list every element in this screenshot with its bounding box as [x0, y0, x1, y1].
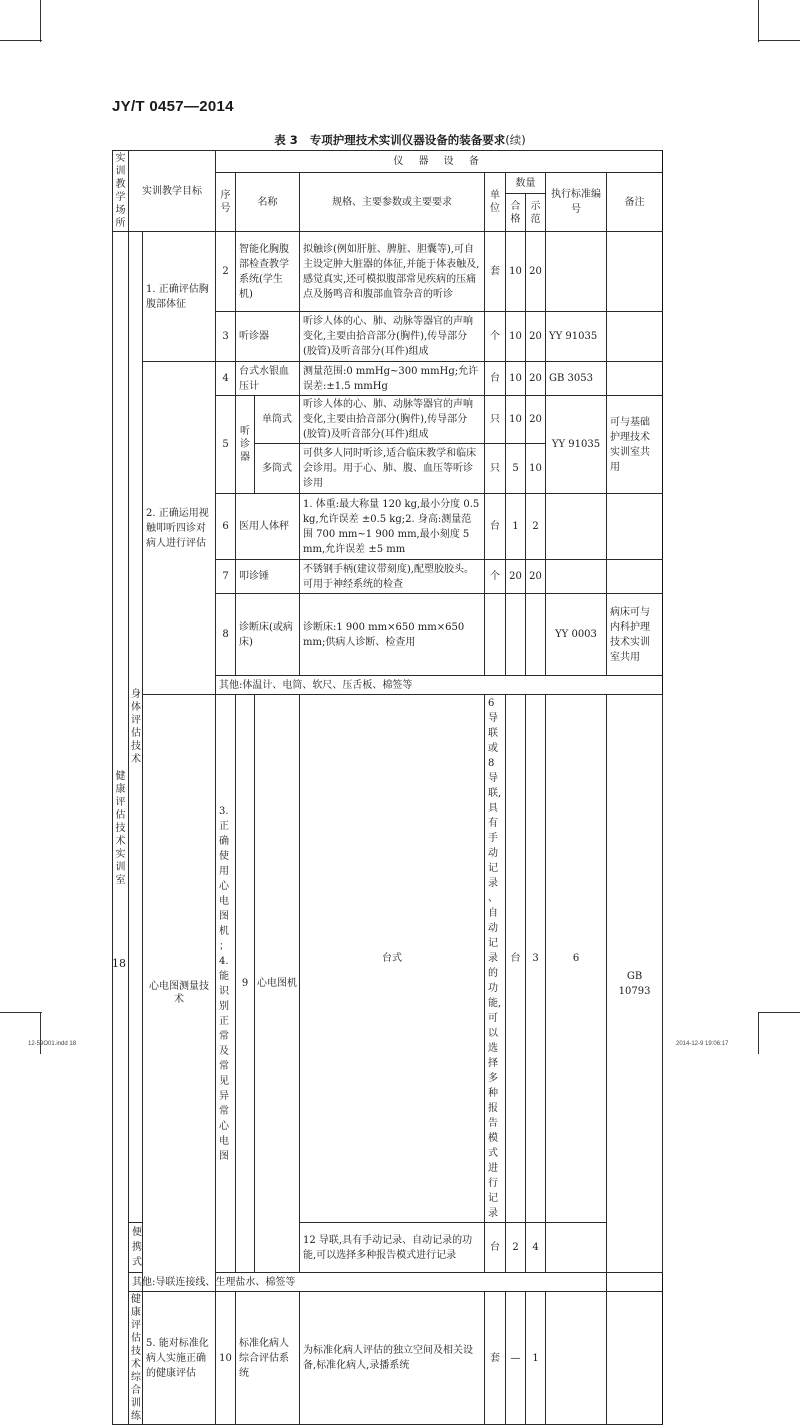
demo-cell: 20 — [526, 362, 546, 396]
seq-cell: 10 — [216, 1292, 236, 1425]
crop-mark — [0, 40, 42, 41]
name-cell: 听诊器 — [236, 312, 300, 362]
table-caption — [0, 132, 800, 148]
header-goal: 实训教学目标 — [129, 151, 216, 232]
standard-cell: YY 91035 — [546, 312, 607, 362]
crop-mark — [758, 1012, 759, 1054]
seq-cell: 2 — [216, 232, 236, 312]
seq-cell: 4 — [216, 362, 236, 396]
qualified-cell: 20 — [506, 560, 526, 594]
standard-cell — [546, 1292, 607, 1425]
seq-cell: 9 — [236, 695, 255, 1273]
unit-cell: 台 — [485, 1223, 506, 1273]
remark-cell: 病床可与内科护理技术实训室共用 — [607, 594, 663, 676]
place-main: 健康评估技术实训室 — [113, 232, 129, 1425]
crop-mark — [40, 0, 41, 42]
subname-cell: 台式 — [300, 695, 485, 1223]
unit-cell: 套 — [485, 1292, 506, 1425]
standard-cell: YY 0003 — [546, 594, 607, 676]
qualified-cell: — — [506, 1292, 526, 1425]
unit-cell: 台 — [485, 494, 506, 560]
unit-cell — [485, 594, 506, 676]
standard-cell — [546, 494, 607, 560]
standard-cell — [546, 560, 607, 594]
other-items: 其他:导联连接线、生理盐水、棉签等 — [129, 1273, 607, 1292]
spec-cell: 诊断床:1 900 mm×650 mm×650 mm;供病人诊断、检查用 — [300, 594, 485, 676]
caption-suffix: (续) — [505, 133, 526, 147]
unit-cell: 台 — [506, 695, 526, 1223]
goal-2: 2. 正确运用视触叩听四诊对病人进行评估 — [143, 362, 216, 695]
header-equipment: 仪 器 设 备 — [216, 151, 663, 173]
demo-cell: 10 — [526, 444, 546, 494]
name-cell: 台式水银血压计 — [236, 362, 300, 396]
print-slug-left: 12-59O01.indd 18 — [28, 1041, 77, 1047]
subname-cell: 多筒式 — [255, 444, 300, 494]
name-cell: 标准化病人综合评估系统 — [236, 1292, 300, 1425]
subname-cell: 便携式 — [129, 1223, 143, 1273]
caption-title: 专项护理技术实训仪器设备的装备要求 — [309, 133, 506, 147]
qualified-cell: 5 — [506, 444, 526, 494]
crop-mark — [758, 1012, 800, 1013]
spec-cell: 12 导联,具有手动记录、自动记录的功能,可以选择多种报告模式进行记录 — [300, 1223, 485, 1273]
seq-cell: 7 — [216, 560, 236, 594]
unit-cell: 台 — [485, 362, 506, 396]
unit-cell: 只 — [485, 396, 506, 444]
header-standard: 执行标准编号 — [546, 173, 607, 232]
subname-cell: 单筒式 — [255, 396, 300, 444]
qualified-cell: 2 — [506, 1223, 526, 1273]
demo-cell: 20 — [526, 232, 546, 312]
demo-cell — [526, 594, 546, 676]
header-remark: 备注 — [607, 173, 663, 232]
demo-cell: 2 — [526, 494, 546, 560]
qualified-cell: 1 — [506, 494, 526, 560]
seq-cell: 3 — [216, 312, 236, 362]
demo-cell: 4 — [526, 1223, 546, 1273]
qualified-cell: 10 — [506, 312, 526, 362]
spec-cell: 为标准化病人评估的独立空间及相关设备,标准化病人,录播系统 — [300, 1292, 485, 1425]
remark-cell — [607, 1292, 663, 1425]
qualified-cell: 10 — [506, 362, 526, 396]
standard-cell — [546, 232, 607, 312]
qualified-cell: 3 — [526, 695, 546, 1223]
name-cell: 诊断床(或病床) — [236, 594, 300, 676]
remark-cell — [607, 362, 663, 396]
standard-cell: GB 10793 — [607, 695, 663, 1273]
remark-cell: 可与基础护理技术实训室共用 — [607, 396, 663, 494]
goal-3-4: 3. 正确使用心电图机；4. 能识别正常及常见异常心电图 — [216, 695, 236, 1273]
header-spec: 规格、主要参数或主要要求 — [300, 173, 485, 232]
qualified-cell — [506, 594, 526, 676]
remark-cell — [607, 312, 663, 362]
sub-body: 身体评估技术 — [129, 232, 143, 1223]
spec-cell: 可供多人同时听诊,适合临床教学和临床会诊用。用于心、肺、腹、血压等听诊诊用 — [300, 444, 485, 494]
crop-mark — [758, 40, 800, 41]
sub-ecg: 心电图测量技术 — [143, 695, 216, 1292]
caption-label: 表 3 — [274, 133, 298, 147]
crop-mark — [40, 1012, 41, 1054]
name-cell: 叩诊锤 — [236, 560, 300, 594]
demo-cell: 1 — [526, 1292, 546, 1425]
spec-cell: 1. 体重:最大称量 120 kg,最小分度 0.5 kg,允许误差 ±0.5 kg;2. 身高:测量范围 700 mm~1 900 mm,最小刻度 5 mm,允许误差 ±5 mm — [300, 494, 485, 560]
spec-cell: 拟触诊(例如肝脏、脾脏、胆囊等),可自主设定肿大脏器的体征,并能于体表触及,感觉真实,还可模拟腹部常见疾病的压痛点及肠鸣音和腹部血管杂音的听诊 — [300, 232, 485, 312]
spec-cell: 6 导联或 8 导联,具有手动记录、自动记录的功能,可以选择多种报告模式进行记录 — [485, 695, 506, 1223]
seq-cell: 8 — [216, 594, 236, 676]
goal-5: 5. 能对标准化病人实施正确的健康评估 — [143, 1292, 216, 1425]
header-quantity: 数量 — [506, 173, 546, 194]
demo-cell: 20 — [526, 560, 546, 594]
header-seq: 序号 — [216, 173, 236, 232]
spec-cell: 听诊人体的心、肺、动脉等器官的声响变化,主要由拾音部分(胸件),传导部分(胶管)及听音部分(耳件)组成 — [300, 396, 485, 444]
spec-cell: 不锈钢手柄(建议带刻度),配塑胶胶头。可用于神经系统的检查 — [300, 560, 485, 594]
header-place: 实训教学场所 — [113, 151, 129, 232]
header-name: 名称 — [236, 173, 300, 232]
spec-cell: 测量范围:0 mmHg~300 mmHg;允许误差:±1.5 mmHg — [300, 362, 485, 396]
goal-1: 1. 正确评估胸腹部体征 — [143, 232, 216, 362]
remark-cell — [607, 494, 663, 560]
other-items: 其他:体温计、电筒、软尺、压舌板、棉签等 — [216, 676, 663, 695]
name-cell: 心电图机 — [255, 695, 300, 1273]
demo-cell: 20 — [526, 312, 546, 362]
qualified-cell: 10 — [506, 232, 526, 312]
demo-cell: 20 — [526, 396, 546, 444]
unit-cell: 个 — [485, 312, 506, 362]
remark-cell — [607, 232, 663, 312]
qualified-cell: 10 — [506, 396, 526, 444]
name-cell: 智能化胸腹部检查教学系统(学生机) — [236, 232, 300, 312]
spec-cell: 听诊人体的心、肺、动脉等器官的声响变化,主要由拾音部分(胸件),传导部分(胶管)及听音部分(耳件)组成 — [300, 312, 485, 362]
header-qualified: 合格 — [506, 194, 526, 232]
crop-mark — [758, 0, 759, 42]
standard-cell: GB 3053 — [546, 362, 607, 396]
name-cell: 听诊器 — [236, 396, 255, 494]
standard-cell: YY 91035 — [546, 396, 607, 494]
print-slug-right: 2014-12-9 19:06:17 — [676, 1041, 729, 1047]
remark-cell — [607, 560, 663, 594]
header-demo: 示范 — [526, 194, 546, 232]
demo-cell: 6 — [546, 695, 607, 1223]
header-unit: 单位 — [485, 173, 506, 232]
document-code: JY/T 0457—2014 — [112, 98, 234, 115]
unit-cell: 只 — [485, 444, 506, 494]
sub-comp: 健康评估技术综合训练 — [129, 1292, 143, 1425]
seq-cell: 5 — [216, 396, 236, 494]
seq-cell: 6 — [216, 494, 236, 560]
page-number: 18 — [112, 957, 126, 970]
crop-mark — [0, 1012, 42, 1013]
unit-cell: 个 — [485, 560, 506, 594]
equipment-table — [112, 150, 663, 1425]
unit-cell: 套 — [485, 232, 506, 312]
name-cell: 医用人体秤 — [236, 494, 300, 560]
